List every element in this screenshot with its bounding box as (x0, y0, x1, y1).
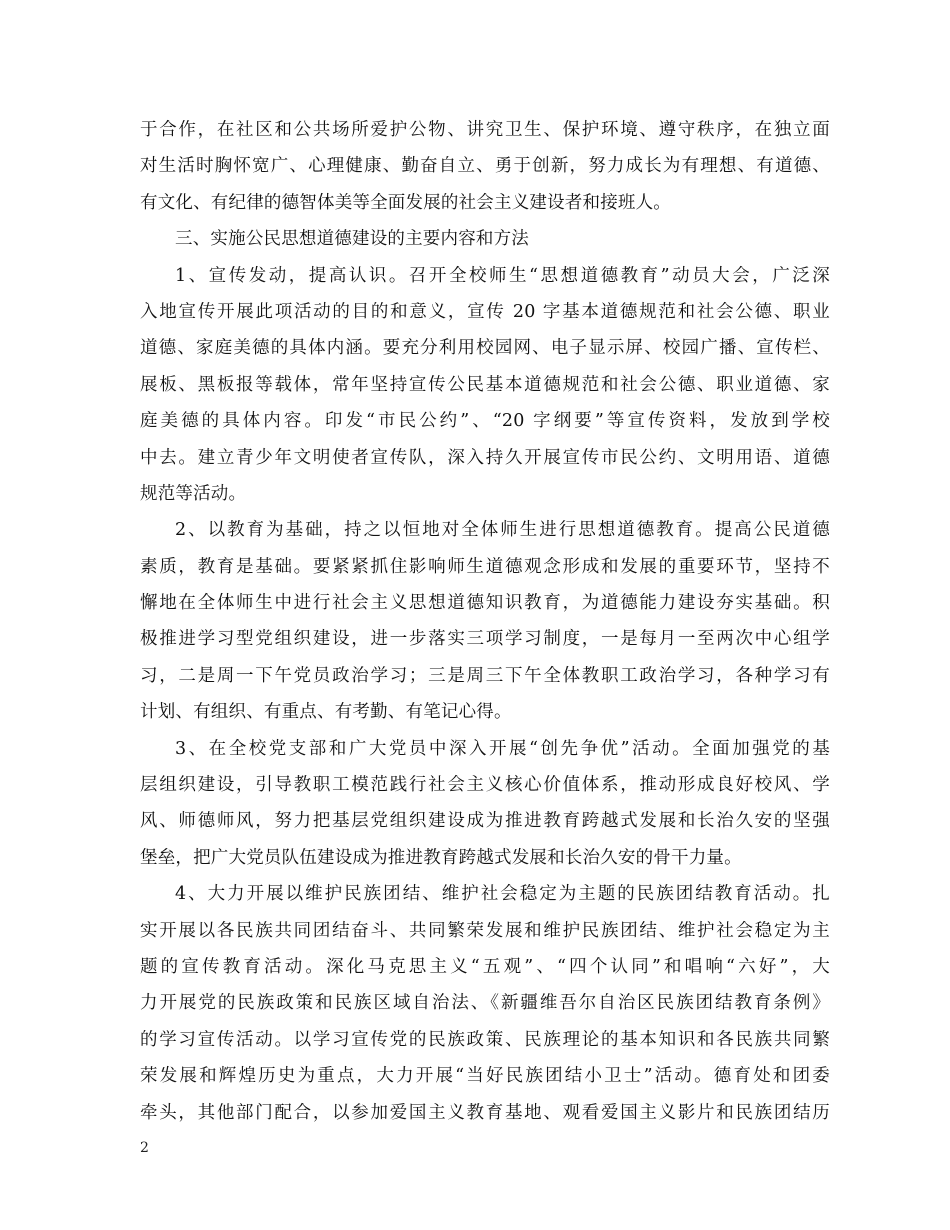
page-number: 2 (140, 1140, 149, 1156)
text-line: 素质，教育是基础。要紧紧抓住影响师生道德观念形成和发展的重要环节，坚持不 (140, 556, 830, 577)
text-line: 题的宣传教育活动。深化马克思主义“五观”、“四个认同”和唱响“六好”，大 (140, 956, 830, 977)
section-heading: 三、实施公民思想道德建设的主要内容和方法 (175, 229, 529, 250)
text-line: 入地宣传开展此项活动的目的和意义，宣传 20 字基本道德规范和社会公德、职业 (140, 301, 830, 322)
body-text (140, 112, 830, 1131)
text-line: 3、在全校党支部和广大党员中深入开展“创先争优”活动。全面加强党的基 (175, 738, 830, 759)
text-line: 堡垒，把广大党员队伍建设成为推进教育跨越式发展和长治久安的骨干力量。 (140, 847, 742, 868)
text-line: 实开展以各民族共同团结奋斗、共同繁荣发展和维护民族团结、维护社会稳定为主 (140, 920, 830, 941)
text-line: 2、以教育为基础，持之以恒地对全体师生进行思想道德教育。提高公民道德 (175, 520, 830, 541)
text-line: 层组织建设，引导教职工模范践行社会主义核心价值体系，推动形成良好校风、学 (140, 775, 830, 796)
text-line: 庭美德的具体内容。印发“市民公约”、“20 字纲要”等宣传资料，发放到学校 (140, 411, 830, 432)
text-line: 于合作，在社区和公共场所爱护公物、讲究卫生、保护环境、遵守秩序，在独立面 (140, 120, 830, 140)
text-line: 牵头，其他部门配合，以参加爱国主义教育基地、观看爱国主义影片和民族团结历 (140, 1102, 830, 1123)
text-line: 规范等活动。 (140, 483, 247, 504)
text-line: 中去。建立青少年文明使者宣传队，深入持久开展宣传市民公约、文明用语、道德 (140, 447, 830, 468)
text-line: 计划、有组织、有重点、有考勤、有笔记心得。 (140, 702, 512, 723)
text-line: 的学习宣传活动。以学习宣传党的民族政策、民族理论的基本知识和各民族共同繁 (140, 1029, 830, 1050)
text-line: 习，二是周一下午党员政治学习；三是周三下午全体教职工政治学习，各种学习有 (140, 665, 830, 686)
text-line: 懈地在全体师生中进行社会主义思想道德知识教育，为道德能力建设夯实基础。积 (140, 593, 830, 614)
text-line: 风、师德师风，努力把基层党组织建设成为推进教育跨越式发展和长治久安的坚强 (140, 811, 830, 832)
text-line: 展板、黑板报等载体，常年坚持宣传公民基本道德规范和社会公德、职业道德、家 (140, 374, 830, 395)
text-line: 荣发展和辉煌历史为重点，大力开展“当好民族团结小卫士”活动。德育处和团委 (140, 1066, 830, 1087)
text-line: 力开展党的民族政策和民族区域自治法、《新疆维吾尔自治区民族团结教育条例》 (140, 993, 830, 1014)
text-line: 对生活时胸怀宽广、心理健康、勤奋自立、勇于创新，努力成长为有理想、有道德、 (140, 156, 830, 177)
text-line: 4、大力开展以维护民族团结、维护社会稳定为主题的民族团结教育活动。扎 (175, 884, 830, 905)
text-line: 1、宣传发动，提高认识。召开全校师生“思想道德教育”动员大会，广泛深 (175, 265, 830, 286)
text-line: 极推进学习型党组织建设，进一步落实三项学习制度，一是每月一至两次中心组学 (140, 629, 830, 650)
text-line: 有文化、有纪律的德智体美等全面发展的社会主义建设者和接班人。 (140, 192, 671, 213)
text-line: 道德、家庭美德的具体内涵。要充分利用校园网、电子显示屏、校园广播、宣传栏、 (140, 338, 830, 359)
